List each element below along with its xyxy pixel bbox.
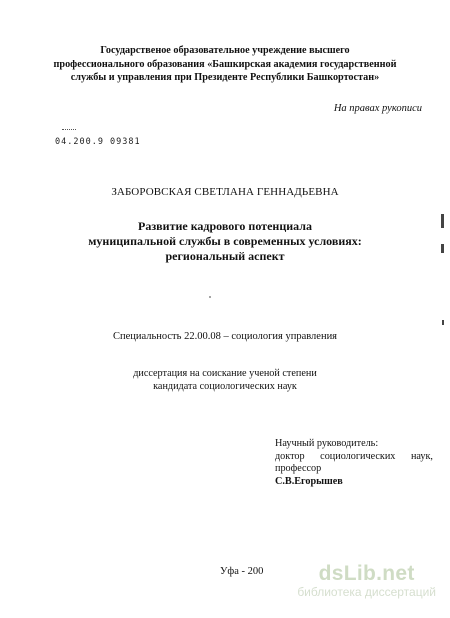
archive-stamp-marks <box>62 129 76 135</box>
dslib-watermark <box>297 563 436 599</box>
degree-statement <box>0 367 450 393</box>
scan-edge-mark-middle <box>441 244 444 253</box>
scan-edge-mark-top <box>441 214 444 228</box>
specialty-line: Специальность 22.00.08 – социология управления <box>112 331 338 342</box>
supervisor-name: С.В.Егорышев <box>275 475 343 487</box>
city-year: Уфа - 200 <box>220 566 264 577</box>
organization-line-1: Государственое образовательное учреждение высшего <box>100 45 350 56</box>
supervisor-degree-word-2: социологических <box>320 450 396 462</box>
degree-line-1: диссертация на соискание ученой степени <box>133 368 317 379</box>
supervisor-block <box>275 438 433 488</box>
title-line-3: региональный аспект <box>165 249 285 263</box>
organization-header <box>0 44 450 85</box>
watermark-subtitle: библиотека диссертаций <box>297 585 436 599</box>
title-line-1: Развитие кадрового потенциала <box>138 219 312 233</box>
watermark-logo: dsLib.net <box>318 562 415 585</box>
degree-line-2: кандидата социологических наук <box>153 381 297 392</box>
archive-number: 04.200.9 09381 <box>55 137 141 147</box>
supervisor-degree-word-3: наук, <box>410 450 433 462</box>
supervisor-label: Научный руководитель: <box>275 438 379 449</box>
scan-edge-mark-lower <box>442 320 444 325</box>
title-line-2: муниципальной службы в современных условиях: <box>88 234 362 248</box>
rights-note: На правах рукописи <box>333 103 422 114</box>
dissertation-title <box>0 219 450 264</box>
author-name: ЗАБОРОВСКАЯ СВЕТЛАНА ГЕННАДЬЕВНА <box>111 186 339 198</box>
supervisor-degree <box>275 451 433 464</box>
supervisor-rank: профессор <box>275 463 322 474</box>
organization-line-3: службы и управления при Президенте Республики Башкортостан» <box>70 72 380 83</box>
supervisor-degree-word-1: доктор <box>275 450 305 462</box>
scan-speck <box>209 296 211 298</box>
organization-line-2: профессионального образования «Башкирская академия государственной <box>53 58 397 70</box>
